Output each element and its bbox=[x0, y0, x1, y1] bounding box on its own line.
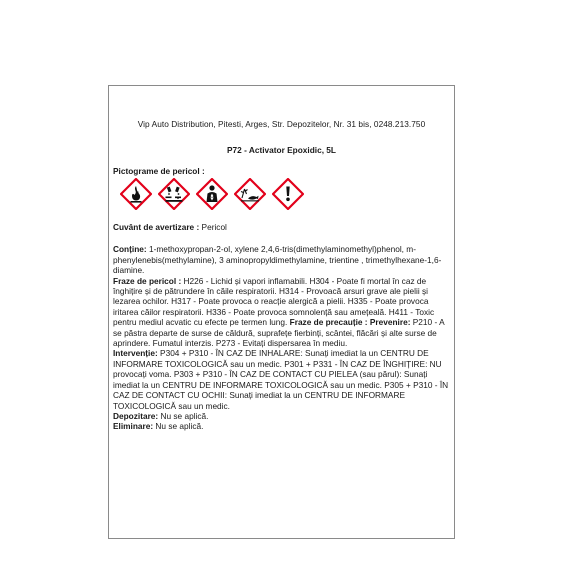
intervention-line bbox=[113, 348, 453, 410]
signal-word-line bbox=[113, 222, 453, 232]
health-hazard-icon bbox=[196, 178, 228, 210]
exclamation-icon bbox=[272, 178, 304, 210]
label-body bbox=[113, 222, 453, 432]
contents-line bbox=[113, 244, 453, 275]
storage-value: Nu se aplică. bbox=[158, 410, 209, 421]
product-title: P72 - Activator Epoxidic, 5L bbox=[227, 145, 336, 155]
environment-icon bbox=[234, 178, 266, 210]
intervention-value: P304 + P310 - ÎN CAZ DE INHALARE: Sunați imediat la un CENTRU DE INFORMARE TOXICOLOGICĂ sau un medic. P301 + P331 - ÎN CAZ DE ÎNGHIȚIRE: NU provocați voma. P303 + P310 - ÎN CAZ DE CONTACT CU PIELEA (sau părul): Sunați imediat la un CENTRU DE INFORMARE TOXICOLOGICĂ sau un medic. P305 + P310 - ÎN CAZ DE CONTACT CU OCHII: Sunați imediat la un CENTRU DE INFORMARE TOXICOLOGICĂ sau un medic. bbox=[113, 348, 449, 411]
intervention-label: Intervenție: bbox=[113, 348, 158, 359]
signal-word-value: Pericol bbox=[199, 222, 227, 232]
disposal-line bbox=[113, 421, 453, 431]
hazard-line bbox=[113, 276, 453, 349]
prevention-label: Fraze de precauție : Prevenire: bbox=[289, 317, 411, 328]
product-label bbox=[108, 85, 455, 539]
corrosion-icon bbox=[158, 178, 190, 210]
hazard-label: Fraze de pericol : bbox=[113, 275, 182, 286]
pictograms-heading: Pictograme de pericol : bbox=[113, 166, 205, 176]
pictogram-row bbox=[120, 178, 420, 210]
flame-icon bbox=[120, 178, 152, 210]
contents-label: Conține: bbox=[113, 244, 147, 255]
storage-line bbox=[113, 411, 453, 421]
hazard-value: H226 - Lichid și vapori inflamabili. H304 - Poate fi mortal în caz de înghițire și de pătrundere în căile respiratorii. H314 - Provoacă arsuri grave ale pielii și lezarea ochilor. H317 - Poate provoca o reacție alergică a pielii. H335 - Poate provoca iritarea căilor respiratorii. H336 - Poate provoca somnolență sau amețeală. H411 - Toxic pentru mediul acvatic cu efecte pe termen lung. bbox=[113, 275, 435, 328]
disposal-value: Nu se aplică. bbox=[153, 421, 204, 432]
contents-value: 1-methoxypropan-2-ol, xylene 2,4,6-tris(dimethylaminomethyl)phenol, m-phenylenebis(methylamine), 3 aminopropyldimethylamine, trientine , trimethylhexane-1,6-diamine. bbox=[113, 244, 442, 276]
signal-word-label: Cuvânt de avertizare : bbox=[113, 222, 200, 232]
disposal-label: Eliminare: bbox=[113, 421, 154, 432]
storage-label: Depozitare: bbox=[113, 410, 159, 421]
company-address: Vip Auto Distribution, Pitesti, Arges, Str. Depozitelor, Nr. 31 bis, 0248.213.750 bbox=[137, 119, 426, 129]
prevention-value: P210 - A se păstra departe de surse de căldură, suprafețe fierbinți, scântei, flăcări și alte surse de aprindere. Fumatul interzis. P273 - Evitați dispersarea în mediu. bbox=[113, 317, 445, 349]
